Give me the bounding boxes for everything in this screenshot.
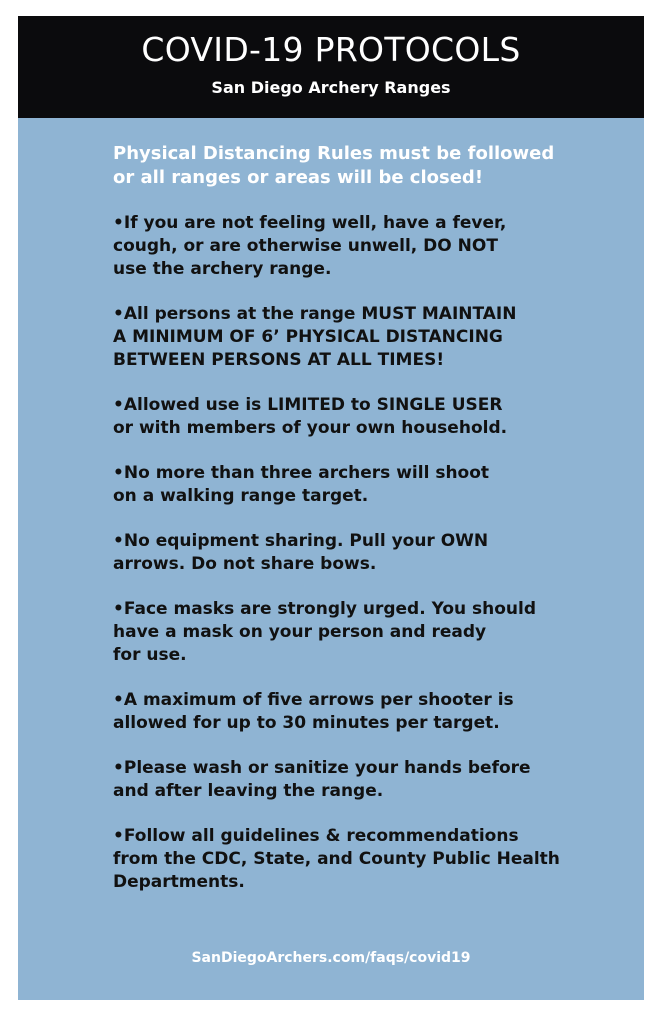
rule-single-user xyxy=(113,394,613,440)
rule-line: •If you are not feeling well, have a fever, xyxy=(113,213,507,233)
rule-not-feeling-well xyxy=(113,212,613,281)
rule-line: •No more than three archers will shoot xyxy=(113,463,490,483)
rule-line: cough, or are otherwise unwell, DO NOT xyxy=(113,236,498,256)
rule-wash-hands xyxy=(113,757,613,803)
rule-line: arrows. Do not share bows. xyxy=(113,554,377,574)
rule-line: have a mask on your person and ready xyxy=(113,622,487,642)
rule-follow-guidelines xyxy=(113,825,613,894)
rule-line: •Face masks are strongly urged. You should xyxy=(113,599,537,619)
rule-line: •Follow all guidelines & recommendations xyxy=(113,826,519,846)
poster-title: COVID-19 PROTOCOLS xyxy=(141,30,521,69)
rule-three-archers xyxy=(113,462,613,508)
rule-arrow-limit xyxy=(113,689,613,735)
rule-no-equipment-sharing xyxy=(113,530,613,576)
intro-line: Physical Distancing Rules must be followed xyxy=(113,143,555,164)
rule-line: on a walking range target. xyxy=(113,486,369,506)
rule-line: •No equipment sharing. Pull your OWN xyxy=(113,531,489,551)
rule-line: •Allowed use is LIMITED to SINGLE USER xyxy=(113,395,503,415)
rule-line: for use. xyxy=(113,645,187,665)
footer-url: SanDiegoArchers.com/faqs/covid19 xyxy=(191,950,471,966)
rule-line: or with members of your own household. xyxy=(113,418,508,438)
rule-line: from the CDC, State, and County Public Health xyxy=(113,849,560,869)
rule-line: Departments. xyxy=(113,872,245,892)
header-banner xyxy=(18,16,644,118)
intro-warning xyxy=(113,142,613,190)
rules-content xyxy=(113,142,613,916)
rule-line: A MINIMUM OF 6’ PHYSICAL DISTANCING xyxy=(113,327,503,347)
rule-line: •A maximum of five arrows per shooter is xyxy=(113,690,514,710)
rule-line: use the archery range. xyxy=(113,259,332,279)
rule-line: allowed for up to 30 minutes per target. xyxy=(113,713,500,733)
rule-line: BETWEEN PERSONS AT ALL TIMES! xyxy=(113,350,445,370)
rule-line: •All persons at the range MUST MAINTAIN xyxy=(113,304,517,324)
rule-line: and after leaving the range. xyxy=(113,781,384,801)
rule-physical-distancing xyxy=(113,303,613,372)
rule-face-masks xyxy=(113,598,613,667)
rule-line: •Please wash or sanitize your hands before xyxy=(113,758,531,778)
poster xyxy=(18,16,644,1000)
intro-line: or all ranges or areas will be closed! xyxy=(113,167,484,188)
poster-subtitle: San Diego Archery Ranges xyxy=(211,78,451,97)
